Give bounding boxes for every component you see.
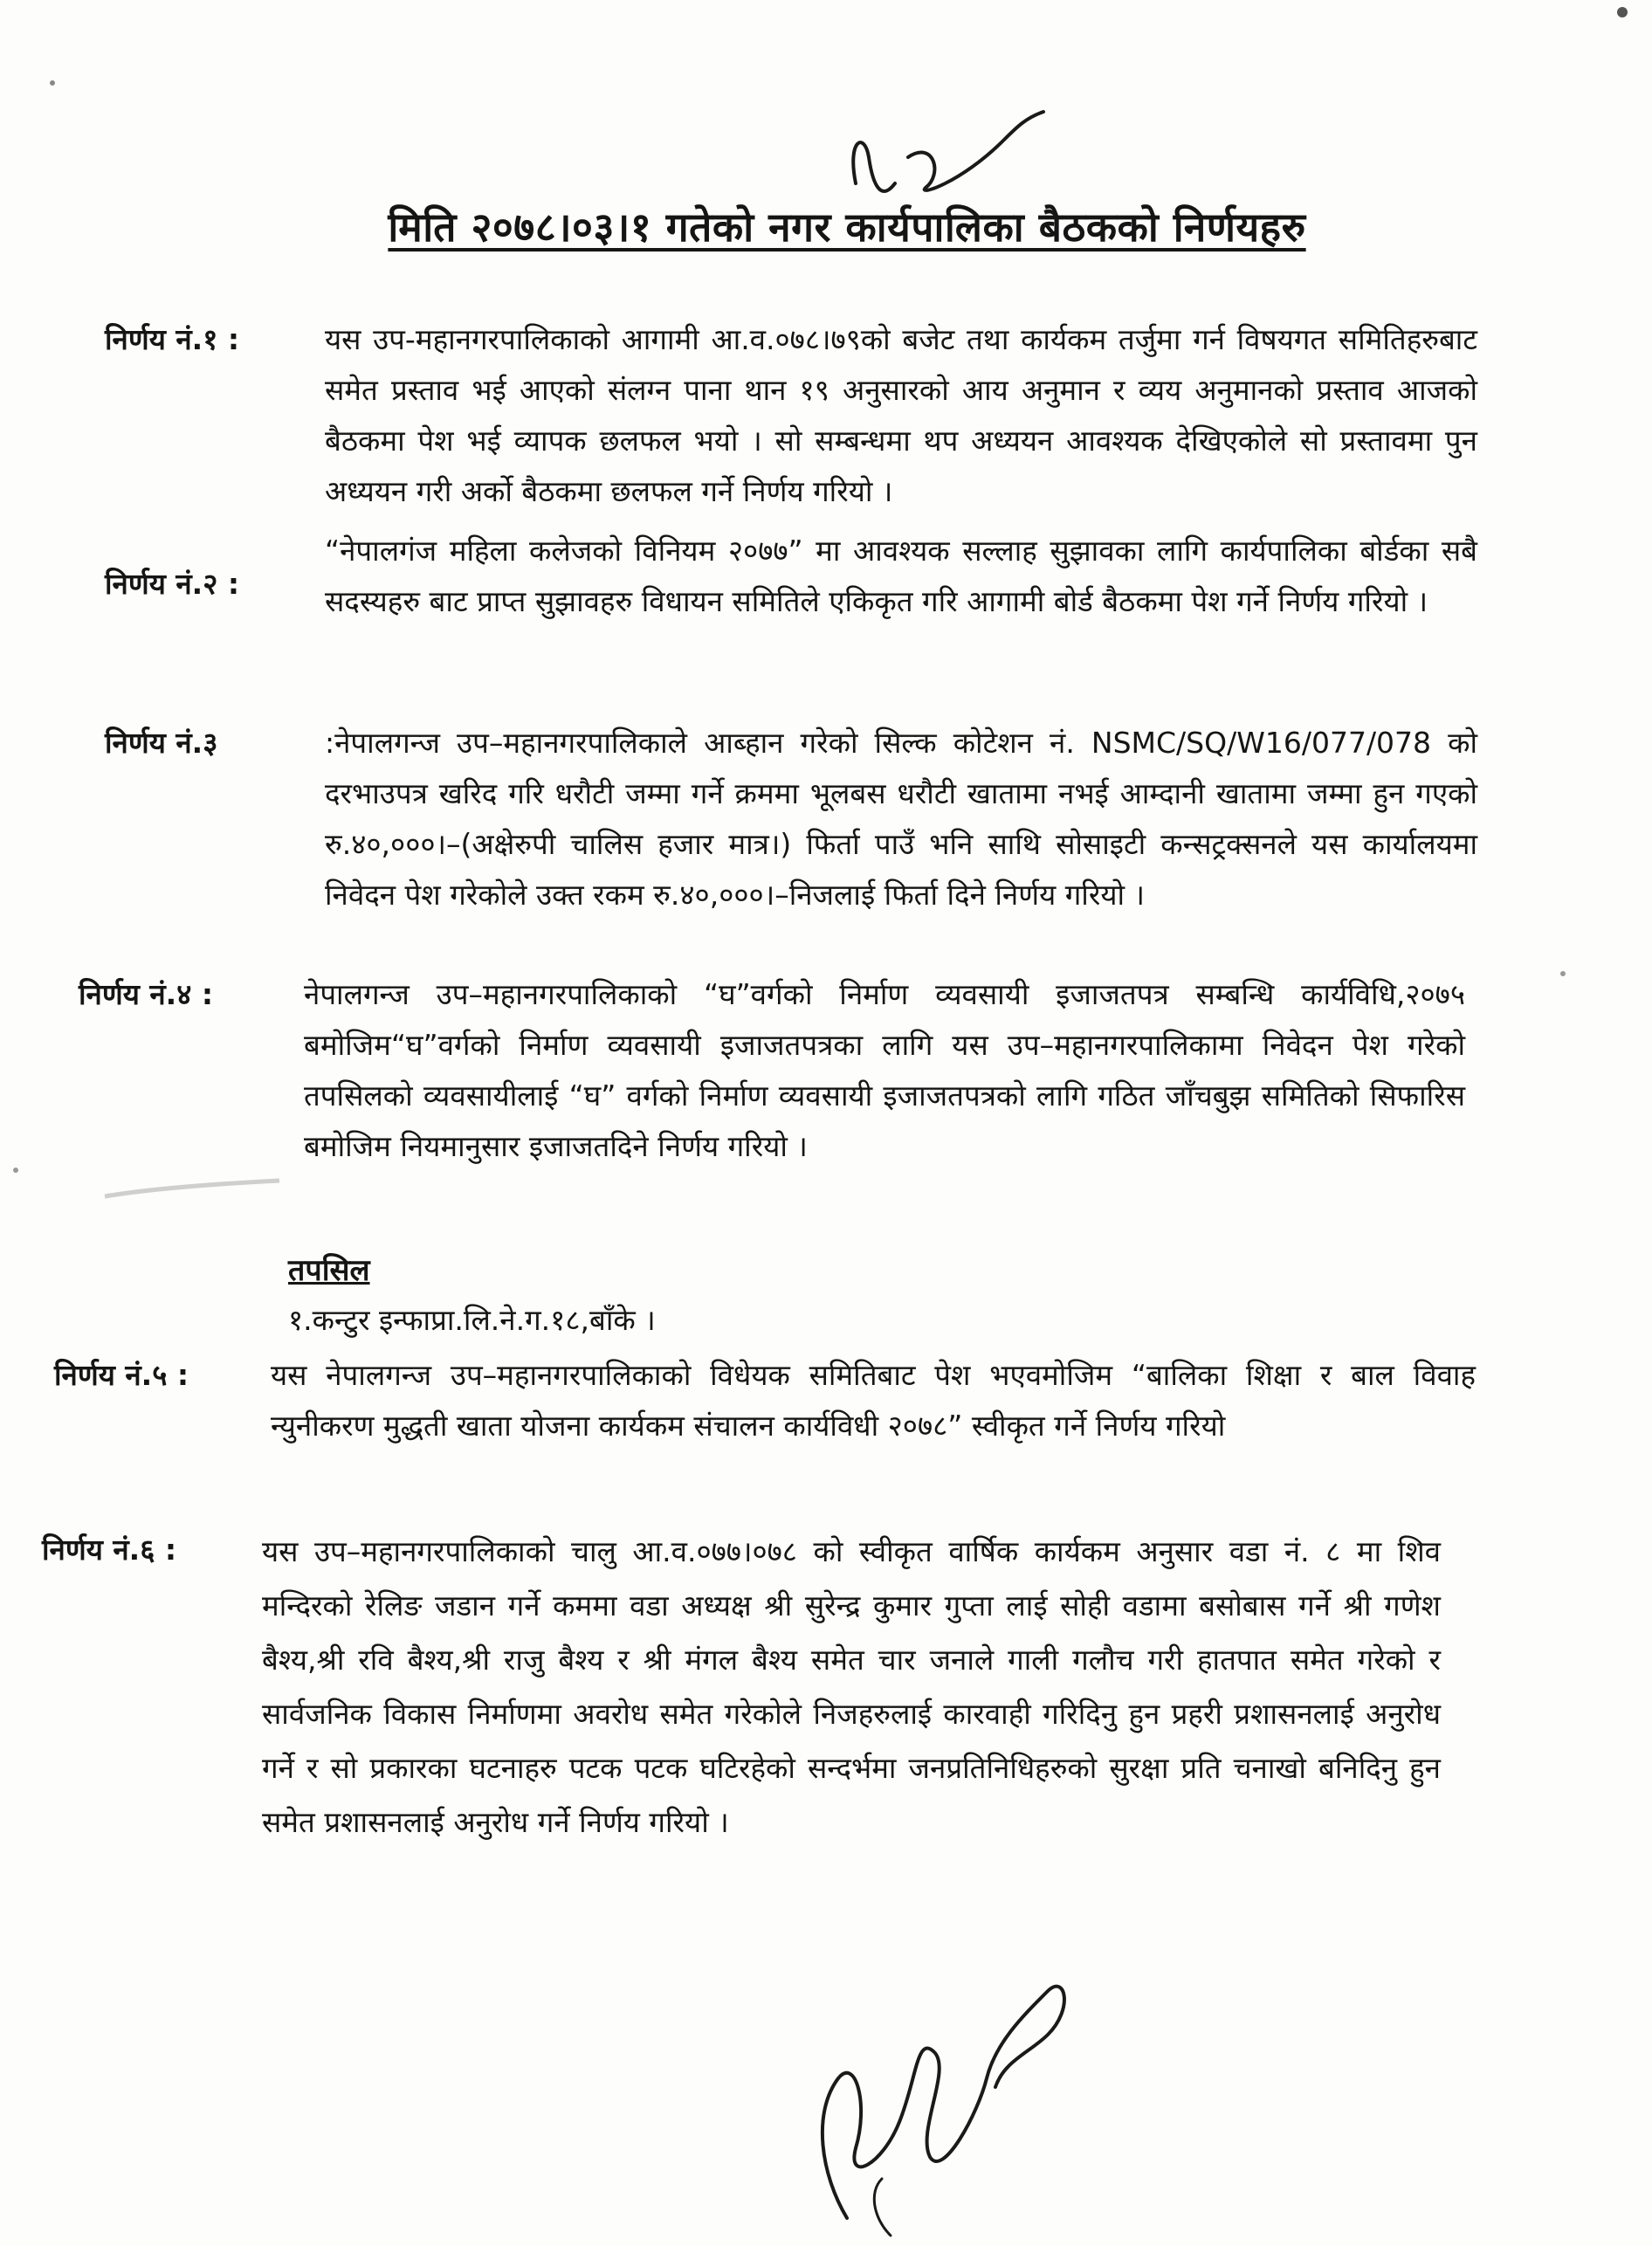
decision-label: निर्णय नं.६ : xyxy=(42,1533,177,1567)
handwritten-signature xyxy=(786,1956,1100,2244)
decision-text: यस नेपालगन्ज उप–महानगरपालिकाको विधेयक समितिबाट पेश भएवमोजिम “बालिका शिक्षा र बाल विवाह न्युनीकरण मुद्धती खाता योजना कार्यकम संचालन कार्यविधी २०७८” स्वीकृत गर्ने निर्णय गरियो xyxy=(271,1358,1476,1443)
decision-label: निर्णय नं.४ : xyxy=(79,977,214,1011)
document-title: मिति २०७८।०३।१ गतेको नगर कार्यपालिका बैठकको निर्णयहरु xyxy=(388,203,1306,251)
decision-text: “नेपालगंज महिला कलेजको विनियम २०७७” मा आवश्यक सल्लाह सुझावका लागि कार्यपालिका बोर्डका सबै सदस्यहरु बाट प्राप्त सुझावहरु विधायन समितिले एकिकृत गरि आगामी बोर्ड बैठकमा पेश गर्ने निर्णय गरियो । xyxy=(325,534,1477,618)
schedule-heading: तपसिल xyxy=(288,1253,370,1288)
decision-label: निर्णय नं.५ : xyxy=(54,1358,189,1392)
decision-label: निर्णय नं.१ : xyxy=(105,322,240,356)
decision-label: निर्णय नं.२ : xyxy=(105,567,240,601)
decision-text: यस उप-महानगरपालिकाको आगामी आ.व.०७८।७९को बजेट तथा कार्यकम तर्जुमा गर्न विषयगत समितिहरुबाट समेत प्रस्ताव भई आएको संलग्न पाना थान १९ अनुसारको आय अनुमान र व्यय अनुमानको प्रस्ताव आजको बैठकमा पेश भई व्यापक छलफल भयो । सो सम्बन्धमा थप अध्ययन आवश्यक देखिएकोले सो प्रस्तावमा पुन अध्ययन गरी अर्को बैठकमा छलफल गर्ने निर्णय गरियो । xyxy=(325,322,1477,508)
decision-text: नेपालगन्ज उप–महानगरपालिकाको “घ”वर्गको निर्माण व्यवसायी इजाजतपत्र सम्बन्धि कार्यविधि,२०७५ बमोजिम“घ”वर्गको निर्माण व्यवसायी इजाजतपत्रका लागि यस उप–महानगरपालिकामा निवेदन पेश गरेको तपसिलको व्यवसायीलाई “घ” वर्गको निर्माण व्यवसायी इजाजतपत्रको लागि गठित जाँचबुझ समितिको सिफारिस बमोजिम नियमानुसार इजाजतदिने निर्णय गरियो । xyxy=(304,977,1465,1163)
decision-text: :नेपालगन्ज उप–महानगरपालिकाले आब्हान गरेको सिल्क कोटेशन नं. NSMC/SQ/W16/077/078 को दरभाउपत्र खरिद गरि धरौटी जम्मा गर्ने क्रममा भूलबस धरौटी खातामा नभई आम्दानी खातामा जम्मा हुन गएको रु.४०,०००।–(अक्षेरुपी चालिस हजार मात्र।) फिर्ता पाउँ भनि साथि सोसाइटी कन्सट्रक्सनले यस कार्यालयमा निवेदन पेश गरेकोले उक्त रकम रु.४०,०००।–निजलाई फिर्ता दिने निर्णय गरियो । xyxy=(325,726,1477,912)
schedule-item: १.कन्टुर इन्फाप्रा.लि.ने.ग.१८,बाँके । xyxy=(288,1303,656,1337)
decision-label: निर्णय नं.३ xyxy=(105,726,218,760)
decision-text: यस उप–महानगरपालिकाको चालु आ.व.०७७।०७८ को स्वीकृत वार्षिक कार्यकम अनुसार वडा नं. ८ मा शिव मन्दिरको रेलिङ जडान गर्ने कममा वडा अध्यक्ष श्री सुरेन्द्र कुमार गुप्ता लाई सोही वडामा बसोबास गर्ने श्री गणेश बैश्य,श्री रवि बैश्य,श्री राजु बैश्य र श्री मंगल बैश्य समेत चार जनाले गाली गलौच गरी हातपात समेत गरेको र सार्वजनिक विकास निर्माणमा अवरोध समेत गरेकोले निजहरुलाई कारवाही गरिदिनु हुन प्रहरी प्रशासनलाई अनुरोध गर्ने र सो प्रकारका घटनाहरु पटक पटक घटिरहेको सन्दर्भमा जनप्रतिनिधिहरुको सुरक्षा प्रति चनाखो बनिदिनु हुन समेत प्रशासनलाई अनुरोध गर्ने निर्णय गरियो । xyxy=(262,1534,1441,1839)
